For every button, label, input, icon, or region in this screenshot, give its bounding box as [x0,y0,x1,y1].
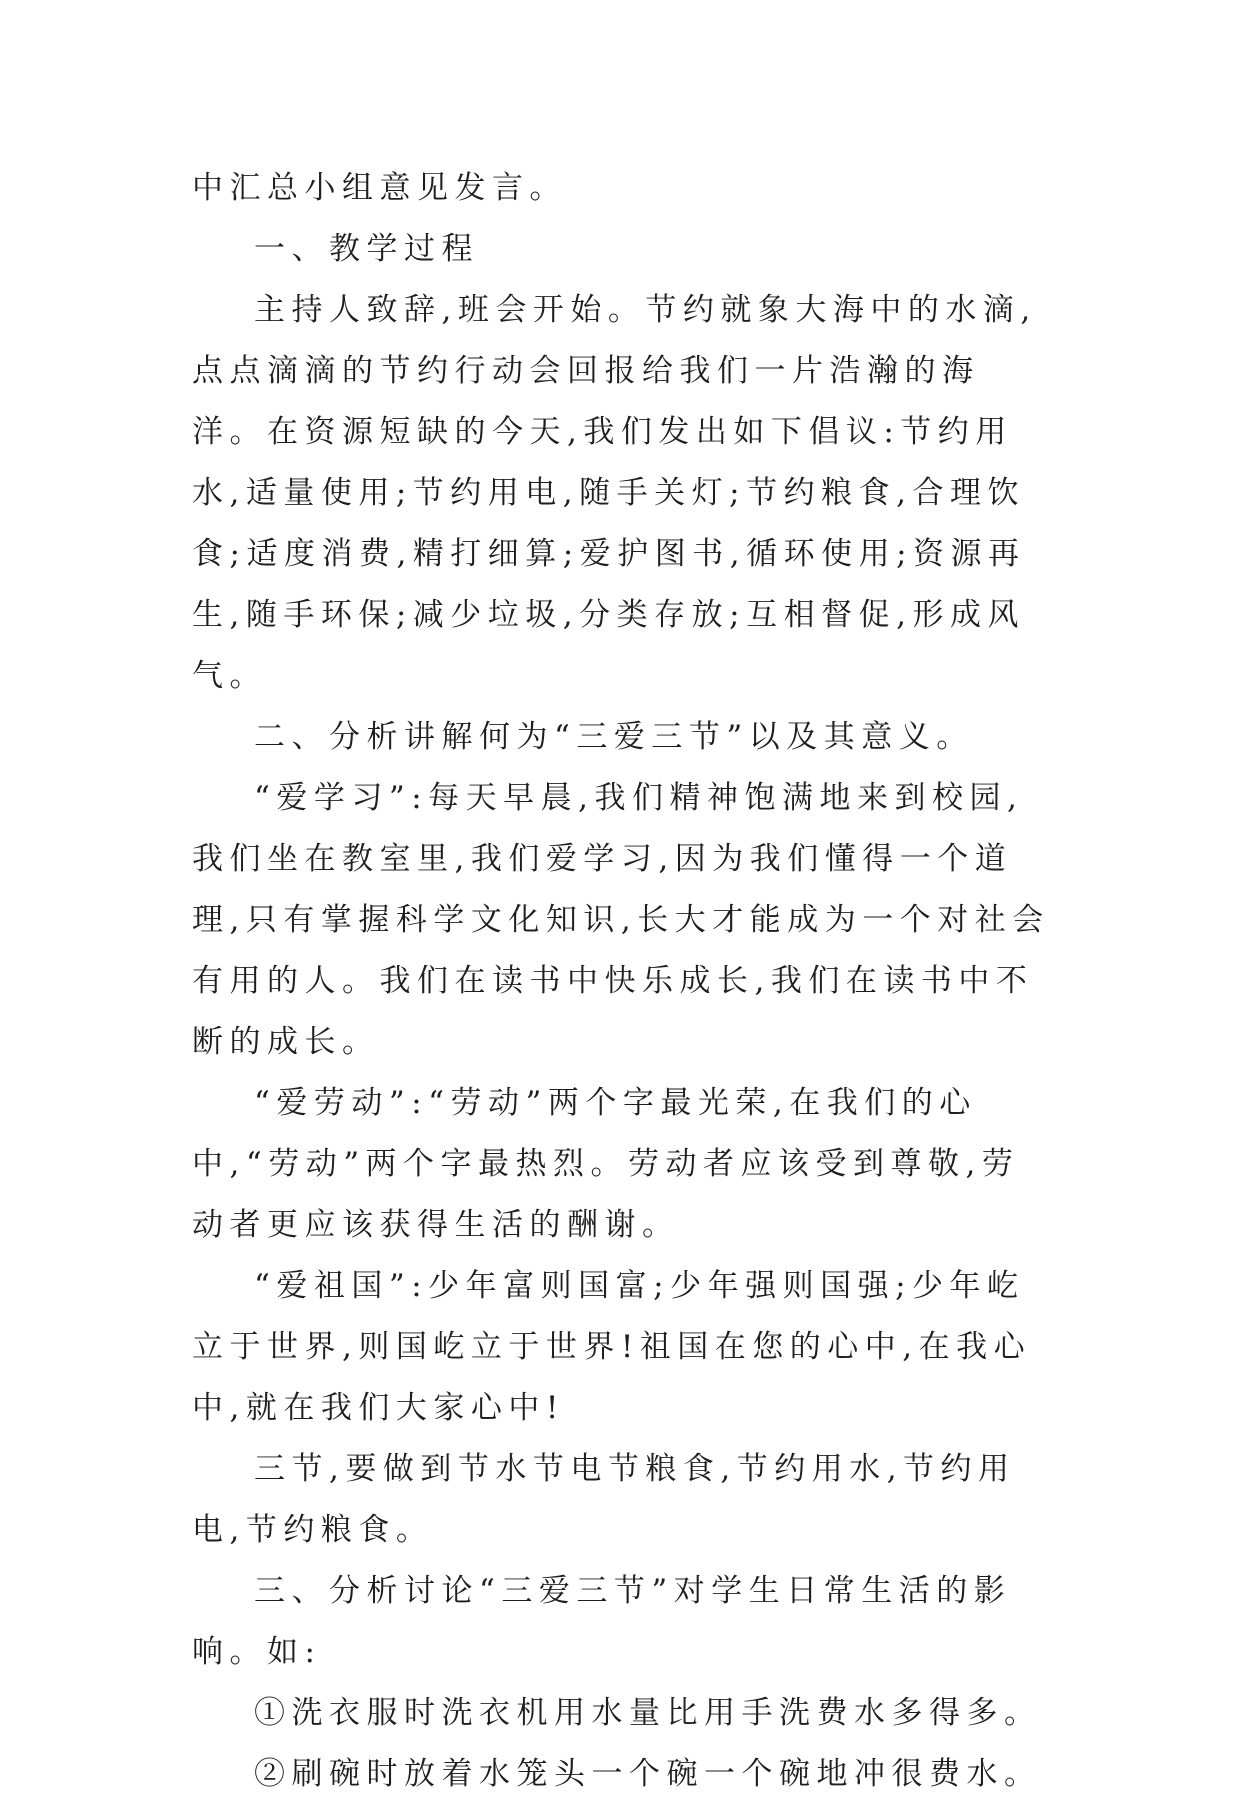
list-item-washing-dishes: ②刷碗时放着水笼头一个碗一个碗地冲很费水。 [254,1756,1042,1792]
document-body [192,158,1050,1805]
paragraph-host-opening: 主持人致辞,班会开始。节约就象大海中的水滴,点点滴滴的节约行动会回报给我们一片浩瀚的海洋。在资源短缺的今天,我们发出如下倡议:节约用水,适量使用;节约用电,随手关灯;节约粮食,合理饮食;适度消费,精打细算;爱护图书,循环使用;资源再生,随手环保;减少垃圾,分类存放;互相督促,形成风气。 [192,292,1037,694]
paragraph-three-savings: 三节,要做到节水节电节粮食,节约用水,节约用电,节约粮食。 [192,1451,1016,1548]
paragraph-summary-continuation: 中汇总小组意见发言。 [192,170,567,206]
paragraph-love-motherland: “爱祖国”:少年富则国富;少年强则国强;少年屹立于世界,则国屹立于世界!祖国在您的心中,在我心中,就在我们大家心中! [192,1268,1032,1426]
list-item-washing-clothes: ①洗衣服时洗衣机用水量比用手洗费水多得多。 [254,1695,1042,1731]
heading-discussion-impact: 三、分析讨论“三爱三节”对学生日常生活的影响。如: [192,1573,1012,1670]
paragraph-love-learning: “爱学习”:每天早晨,我们精神饱满地来到校园,我们坐在教室里,我们爱学习,因为我们懂得一个道理,只有掌握科学文化知识,长大才能成为一个对社会有用的人。我们在读书中快乐成长,我们在读书中不断的成长。 [192,780,1050,1060]
paragraph-love-labor: “爱劳动”:“劳动”两个字最光荣,在我们的心中,“劳动”两个字最热烈。劳动者应该受到尊敬,劳动者更应该获得生活的酬谢。 [192,1085,1020,1243]
heading-analysis-meaning: 二、分析讲解何为“三爱三节”以及其意义。 [254,719,974,755]
heading-teaching-process: 一、教学过程 [254,231,479,267]
